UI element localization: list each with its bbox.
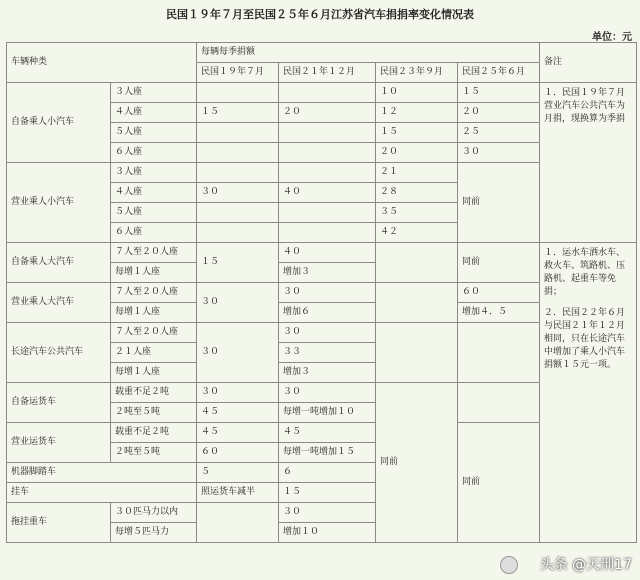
fee-cell: ２０ (376, 143, 458, 163)
empty-cell (279, 223, 376, 243)
fee-cell: ３０ (197, 283, 279, 323)
fee-cell: 增加１０ (279, 523, 376, 543)
group-name: 拖挂重车 (7, 503, 111, 543)
seat-cell: ６人座 (111, 143, 197, 163)
fee-cell: 增加６ (279, 303, 376, 323)
empty-cell (458, 323, 540, 383)
header-fee-group: 每辆每季捐额 (197, 43, 540, 63)
fee-cell: 同前 (458, 423, 540, 543)
header-remarks: 备注 (540, 43, 637, 83)
empty-cell (458, 383, 540, 423)
fee-cell: ３０ (279, 503, 376, 523)
fee-cell: ３３ (279, 343, 376, 363)
header-vehicle-type: 车辆种类 (7, 43, 197, 83)
seat-cell: 载重不足２吨 (111, 423, 197, 443)
fee-cell: １０ (376, 83, 458, 103)
header-period: 民国２１年１２月 (279, 63, 376, 83)
unit-label: 单位：元 (592, 32, 632, 43)
fee-cell: ３０ (197, 323, 279, 383)
fee-cell: １５ (197, 103, 279, 123)
fee-cell: ４２ (376, 223, 458, 243)
group-name: 自备乘人小汽车 (7, 83, 111, 163)
fee-cell: ３０ (279, 383, 376, 403)
fee-cell: 增加４．５ (458, 303, 540, 323)
fee-cell: 每增一吨增加１５ (279, 443, 376, 463)
fee-cell: ３０ (197, 383, 279, 403)
empty-cell (376, 243, 458, 283)
seat-cell: 每增１人座 (111, 263, 197, 283)
table-row (7, 83, 637, 103)
empty-cell (279, 143, 376, 163)
group-name: 营业乘人小汽车 (7, 163, 111, 243)
empty-cell (197, 123, 279, 143)
group-name: 营业乘人大汽车 (7, 283, 111, 323)
fee-cell: ３０ (279, 283, 376, 303)
seat-cell: ３０匹马力以内 (111, 503, 197, 523)
remark-note: １．民国１９年７月营业汽车公共汽车为月捐，现换算为季捐 (544, 88, 626, 124)
remark-cell (540, 243, 637, 543)
empty-cell (279, 163, 376, 183)
seat-cell: ７人至２０人座 (111, 323, 197, 343)
seat-cell: ２吨至５吨 (111, 403, 197, 423)
seat-cell: 每增１人座 (111, 363, 197, 383)
group-name: 机器脚踏车 (7, 463, 197, 483)
group-name: 自备运货车 (7, 383, 111, 423)
fee-cell: １５ (458, 83, 540, 103)
seat-cell: ６人座 (111, 223, 197, 243)
seat-cell: ７人至２０人座 (111, 243, 197, 263)
empty-cell (376, 283, 458, 323)
header-period: 民国２３年９月 (376, 63, 458, 83)
watermark-avatar-icon (500, 556, 518, 574)
seat-cell: 每增１人座 (111, 303, 197, 323)
fee-cell: １２ (376, 103, 458, 123)
fee-cell: ４０ (279, 183, 376, 203)
empty-cell (279, 123, 376, 143)
fee-cell: 照运货车减半 (197, 483, 279, 503)
empty-cell (376, 323, 458, 383)
empty-cell (197, 163, 279, 183)
group-name: 挂车 (7, 483, 197, 503)
table-row (7, 43, 637, 63)
empty-cell (197, 223, 279, 243)
seat-cell: ７人至２０人座 (111, 283, 197, 303)
remark-cell (540, 83, 637, 243)
fee-cell: 每增一吨增加１０ (279, 403, 376, 423)
page-title: 民国１９年７月至民国２５年６月江苏省汽车捐捐率变化情况表 (166, 8, 474, 21)
seat-cell: ４人座 (111, 183, 197, 203)
fee-cell: ２５ (458, 123, 540, 143)
fee-cell: 增加３ (279, 363, 376, 383)
fee-cell: １５ (376, 123, 458, 143)
fee-cell: 同前 (376, 383, 458, 543)
fee-cell: １５ (197, 243, 279, 283)
empty-cell (197, 503, 279, 543)
seat-cell: ２１人座 (111, 343, 197, 363)
empty-cell (279, 83, 376, 103)
fee-cell: 同前 (458, 243, 540, 283)
fee-cell: 增加３ (279, 263, 376, 283)
remark-note: ２．民国２２年６月与民国２１年１２月相同，只在长途汽车中增加了乘人小汽车捐额１５元一项。 (544, 308, 626, 370)
fee-cell: ５ (197, 463, 279, 483)
table-row (7, 243, 637, 263)
header-period: 民国１９年７月 (197, 63, 279, 83)
group-name: 长途汽车公共汽车 (7, 323, 111, 383)
seat-cell: 每增５匹马力 (111, 523, 197, 543)
seat-cell: ３人座 (111, 163, 197, 183)
fee-cell: ４０ (279, 243, 376, 263)
empty-cell (197, 143, 279, 163)
group-name: 营业运货车 (7, 423, 111, 463)
header-period: 民国２５年６月 (458, 63, 540, 83)
fee-cell: ２０ (458, 103, 540, 123)
seat-cell: ５人座 (111, 123, 197, 143)
fee-cell: ６０ (197, 443, 279, 463)
fee-cell: ２０ (279, 103, 376, 123)
fee-cell: １５ (279, 483, 376, 503)
fee-cell: ４５ (279, 423, 376, 443)
seat-cell: 载重不足２吨 (111, 383, 197, 403)
fee-cell: ３５ (376, 203, 458, 223)
tax-rate-table (6, 42, 637, 543)
seat-cell: ５人座 (111, 203, 197, 223)
watermark: 头条 @天刑17 (539, 557, 632, 573)
remark-note: １．运水车洒水车、救火车、筑路机、压路机、起重车等免捐； (544, 248, 626, 297)
seat-cell: ４人座 (111, 103, 197, 123)
fee-cell: ４５ (197, 403, 279, 423)
group-name: 自备乘人大汽车 (7, 243, 111, 283)
fee-cell: ４５ (197, 423, 279, 443)
empty-cell (197, 203, 279, 223)
fee-cell: ３０ (458, 143, 540, 163)
empty-cell (279, 203, 376, 223)
seat-cell: ２吨至５吨 (111, 443, 197, 463)
empty-cell (197, 83, 279, 103)
fee-cell: ２１ (376, 163, 458, 183)
fee-cell: ６０ (458, 283, 540, 303)
fee-cell: ３０ (197, 183, 279, 203)
seat-cell: ３人座 (111, 83, 197, 103)
fee-cell: ６ (279, 463, 376, 483)
fee-cell: ３０ (279, 323, 376, 343)
fee-cell: 同前 (458, 163, 540, 243)
fee-cell: ２８ (376, 183, 458, 203)
